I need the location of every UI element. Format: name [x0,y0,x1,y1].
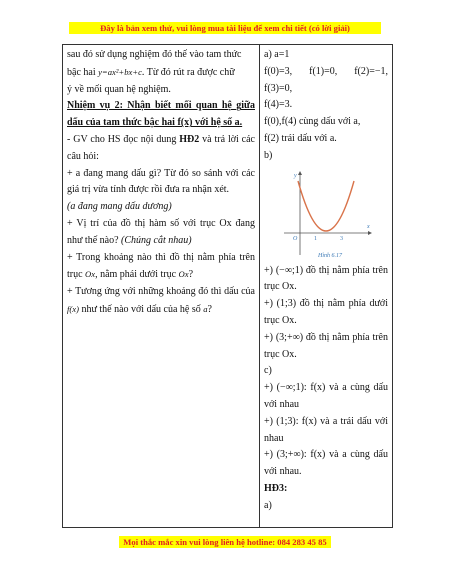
question-1-answer: (a đang mang dấu dương) [67,201,172,213]
math-ox: Ox [85,269,96,280]
math-fx: f(x) [67,303,79,314]
left-line-3: ý về mối quan hệ nghiệm. [67,83,171,95]
left-line-1: sau đó sử dụng nghiệm đó thế vào tam thức [67,49,242,60]
origin-label: O [293,235,298,242]
text-span: - GV cho HS đọc nội dung [67,133,180,145]
hd2-label: HĐ2 [179,133,200,145]
interval-1: +) (−∞;1) đồ thị nằm phía trên trục Ox. [264,264,388,293]
question-3 [67,250,255,285]
sign-3: +) (3;+∞): f(x) và a cùng dấu với nhau. [264,449,388,478]
answer-a-2: a) [264,499,272,511]
parabola-curve [298,181,354,231]
f4-line: f(4)=3. [264,99,293,111]
figure-caption: Hình 6.17 [318,252,342,259]
preview-banner: Đây là bản xem thử, vui lòng mua tài liệu để xem chi tiết (có lời giải) [69,22,381,34]
same-sign-line: f(0),f(4) cùng dấu với a, [264,116,361,128]
text-span: và trả lời các câu hỏi: [67,133,255,162]
x-label: x [367,223,370,230]
left-column [63,45,260,528]
math-a: a [203,303,208,314]
text-span: + Tương ứng với những khoảng đó thì dấu của [67,286,255,298]
answer-a: a) a=1 [264,49,290,60]
text-span: , nằm phái dưới trục [95,269,177,281]
text-span: + Vị trí của đồ thị hàm số với trục Ox đang như thế nào? [67,217,255,246]
parabola-graph [282,169,372,261]
right-column [260,45,393,528]
diff-sign-line: f(2) trái dấu với a. [264,132,337,144]
question-1: + a đang mang dấu gì? Từ đó so sánh với các giá trị vừa tính được rồi đưa ra nhận xét. [67,167,255,196]
sign-1: +) (−∞;1): f(x) và a cùng dấu với nhau [264,382,388,410]
text-span: + Trong khoảng nào thì đồ thị nằm phía trên trục [67,251,255,281]
question-2-answer: (Chúng cắt nhau) [121,234,192,246]
question-2 [67,216,255,250]
question-4 [67,284,255,319]
answer-b: b) [264,149,273,161]
answer-c: c) [264,365,272,377]
sign-2: +) (1;3): f(x) và a trái dấu với nhau [264,415,388,444]
task-heading: Nhiệm vụ 2: Nhận biết mối quan hệ giữa dấu của tam thức bậc hai f(x) với hệ số a. [67,100,255,129]
hd3-label: HĐ3: [264,482,288,494]
text-span: như thế nào với dấu của hệ số [81,303,201,315]
text-span: ? [188,269,194,281]
text-span: . Từ đó rút ra được chữ [141,66,235,78]
interval-2: +) (1;3) đồ thị nằm phía dưới trục Ox. [264,298,388,326]
text-span: bậc hai [67,66,96,78]
table-row [63,45,393,528]
left-line-2 [67,64,255,82]
values-line: f(0)=3, f(1)=0, f(2)=−1, f(3)=0, [264,65,388,94]
tick-label: 1 [314,235,317,242]
interval-3: +) (3;+∞) đồ thị nằm phía trên trục Ox. [264,331,388,360]
tick-label: 3 [340,235,343,242]
y-axis-arrow [298,171,302,175]
y-label: y [294,172,297,179]
teacher-instruction [67,132,255,166]
text-span: ? [207,303,212,315]
quadratic-formula: y=ax²+bx+c [98,66,142,77]
math-ox: Ox [178,269,189,280]
lesson-table [62,44,393,528]
hotline-footer: Mọi thắc mắc xin vui lòng liên hệ hotline: 084 283 45 85 [119,536,331,548]
x-axis-arrow [368,231,372,235]
